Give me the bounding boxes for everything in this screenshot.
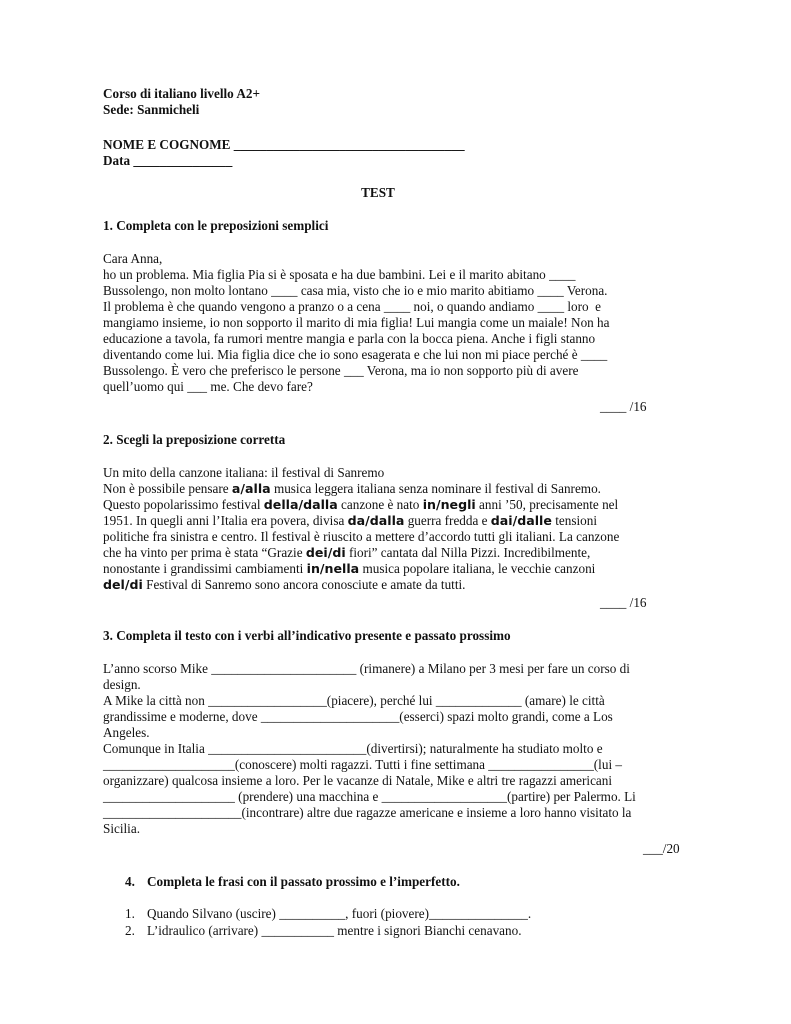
section3-line: organizzare) qualcosa insieme a loro. Per le vacanze di Natale, Mike e altri tre ragazzi americani: [103, 773, 613, 788]
test-title: TEST: [361, 185, 395, 200]
section3-line: design.: [103, 677, 141, 692]
section2-heading: 2. Scegli la preposizione corretta: [103, 432, 286, 447]
section3-line: ____________________ (prendere) una macchina e ___________________(partire) per Palermo. Li: [103, 789, 636, 804]
section3-heading: 3. Completa il testo con i verbi all’indicativo presente e passato prossimo: [103, 628, 511, 643]
section1-line: diventando come lui. Mia figlia dice che io sono esagerata e che lui non mi piace perché è ____: [103, 347, 608, 362]
section2-line: 1951. In quegli anni l’Italia era povera, divisa da/dalla guerra fredda e dai/dalle tensioni: [103, 513, 597, 528]
section1-line: Il problema è che quando vengono a pranzo o a cena ____ noi, o quando andiamo ____ loro e: [103, 299, 602, 314]
section3-line: _____________________(incontrare) altre due ragazze americane e insieme a loro hanno visitato la: [103, 805, 632, 820]
section1-line: quell’uomo qui ___ me. Che devo fare?: [103, 379, 313, 394]
section1-line: ho un problema. Mia figlia Pia si è sposata e ha due bambini. Lei e il marito abitano ____: [103, 267, 576, 282]
section2-line: che ha vinto per prima è stata “Grazie dei/di fiori” cantata dal Nilla Pizzi. Incredibilmente,: [103, 545, 591, 560]
section1-line: Bussolengo. È vero che preferisco le persone ___ Verona, ma io non sopporto più di avere: [103, 363, 579, 378]
section3-line: ____________________(conoscere) molti ragazzi. Tutti i fine settimana ________________(lui –: [103, 757, 622, 772]
choice-option: dei/di: [305, 545, 346, 560]
section2-score: ____ /16: [600, 595, 647, 610]
section3-line: Comunque in Italia ________________________(divertirsi); naturalmente ha studiato molto e: [103, 741, 603, 756]
choice-option: dai/dalle: [490, 513, 552, 528]
list-item: 1. Quando Silvano (uscire) __________, fuori (piovere)_______________.: [125, 906, 532, 921]
section3-line: A Mike la città non __________________(piacere), perché lui _____________ (amare) le città: [103, 693, 605, 708]
section1-line: educazione a tavola, fa rumori mentre mangia e parla con la bocca piena. Anche i figli stanno: [103, 331, 596, 346]
section1-greeting: Cara Anna,: [103, 251, 163, 266]
date-field-line: Data _______________: [103, 153, 233, 168]
choice-option: della/dalla: [263, 497, 338, 512]
choice-option: del/di: [103, 577, 143, 592]
choice-option: in/nella: [306, 561, 360, 576]
section3-score: ___/20: [643, 841, 680, 856]
section1-line: Bussolengo, non molto lontano ____ casa mia, visto che io e mio marito abitiamo ____ Verona.: [103, 283, 608, 298]
course-site: Sede: Sanmicheli: [103, 102, 200, 117]
section3-line: Sicilia.: [103, 821, 140, 836]
section2-line: Questo popolarissimo festival della/dalla canzone è nato in/negli anni ’50, precisamente nel: [103, 497, 619, 512]
section2-intro: Un mito della canzone italiana: il festival di Sanremo: [103, 465, 385, 480]
section1-heading: 1. Completa con le preposizioni semplici: [103, 218, 329, 233]
section3-line: Angeles.: [103, 725, 150, 740]
name-field-line: NOME E COGNOME ___________________________________: [103, 137, 465, 152]
choice-option: in/negli: [422, 497, 476, 512]
section2-line: del/di Festival di Sanremo sono ancora conosciute e amate da tutti.: [103, 577, 466, 592]
course-title: Corso di italiano livello A2+: [103, 86, 260, 101]
section1-score: ____ /16: [600, 399, 647, 414]
section4-list: [103, 905, 531, 939]
section3-line: grandissime e moderne, dove _____________________(esserci) spazi molto grandi, come a Los: [103, 709, 613, 724]
section4-number: 4.: [125, 874, 135, 889]
section2-line: nonostante i grandissimi cambiamenti in/nella musica popolare italiana, le vecchie canzoni: [103, 561, 596, 576]
section2-line: Non è possibile pensare a/alla musica leggera italiana senza nominare il festival di Sanremo.: [103, 481, 601, 496]
section4-heading: Completa le frasi con il passato prossimo e l’imperfetto.: [147, 874, 460, 889]
section2-line: politiche fra sinistra e centro. Il festival è riuscito a mettere d’accordo tutti gli italiani. La canzone: [103, 529, 620, 544]
choice-option: da/dalla: [347, 513, 405, 528]
choice-option: a/alla: [231, 481, 271, 496]
section1-line: mangiamo insieme, io non sopporto il marito di mia figlia! Lui mangia come un maiale! Non ha: [103, 315, 610, 330]
section3-line: L’anno scorso Mike ______________________ (rimanere) a Milano per 3 mesi per fare un corso di: [103, 661, 630, 676]
list-item: 2. L’idraulico (arrivare) ___________ mentre i signori Bianchi cenavano.: [125, 923, 522, 938]
